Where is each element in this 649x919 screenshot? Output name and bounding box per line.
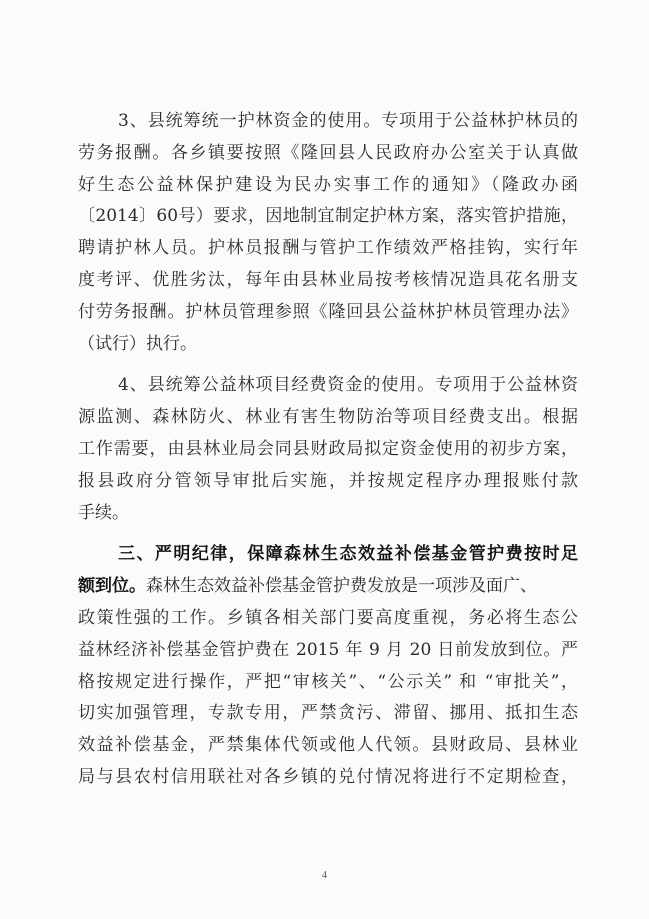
text-line: 劳务报酬。各乡镇要按照《隆回县人民政府办公室关于认真做 bbox=[78, 142, 578, 163]
text-line: 益林经济补偿基金管护费在 2015 年 9 月 20 日前发放到位。严 bbox=[78, 639, 578, 660]
text-line bbox=[78, 794, 578, 826]
text-line: 4、县统筹公益林项目经费资金的使用。专项用于公益林资 bbox=[118, 375, 578, 396]
page-number: 4 bbox=[322, 870, 327, 881]
text-line bbox=[78, 571, 578, 603]
text-line: 效益补偿基金，严禁集体代领或他人代领。县财政局、县林业 bbox=[78, 735, 578, 756]
text-line: 源监测、森林防火、林业有害生物防治等项目经费支出。根据 bbox=[78, 407, 578, 428]
text-line: 〔2014〕60号）要求，因地制宜制定护林方案，落实管护措施， bbox=[78, 206, 578, 227]
document-body bbox=[78, 106, 578, 826]
section-3 bbox=[78, 539, 578, 825]
text-segment: 森林生态效益补偿基金管护费发放是一项涉及面广、 bbox=[146, 576, 537, 597]
text-line: 好生态公益林保护建设为民办实事工作的通知》（隆政办函 bbox=[78, 174, 578, 195]
text-line: 切实加强管理，专款专用，严禁贪污、滞留、挪用、抵扣生态 bbox=[78, 703, 578, 724]
text-line: 聘请护林人员。护林员报酬与管护工作绩效严格挂钩，实行年 bbox=[78, 238, 578, 259]
text-line: 手续。 bbox=[78, 502, 129, 523]
text-line: 报县政府分管领导审批后实施，并按规定程序办理报账付款 bbox=[78, 470, 578, 491]
text-line: 度考评、优胜劣汰，每年由县林业局按考核情况造具花名册支 bbox=[78, 269, 578, 290]
text-line: （试行）执行。 bbox=[78, 333, 197, 354]
text-line: 政策性强的工作。乡镇各相关部门要高度重视，务必将生态公 bbox=[78, 607, 578, 628]
paragraph-4 bbox=[78, 370, 578, 529]
text-line: 格按规定进行操作，严把“审核关”、“公示关” 和 “审批关”， bbox=[78, 671, 578, 692]
text-line: 工作需要，由县林业局会同县财政局拟定资金使用的初步方案， bbox=[78, 438, 578, 459]
paragraph-3 bbox=[78, 106, 578, 360]
section-heading-continued: 额到位。 bbox=[78, 576, 146, 597]
text-line: 局与县农村信用联社对各乡镇的兑付情况将进行不定期检查， bbox=[78, 766, 578, 787]
section-heading: 三、严明纪律，保障森林生态效益补偿基金管护费按时足 bbox=[118, 544, 578, 565]
text-line: 付劳务报酬。护林员管理参照《隆回县公益林护林员管理办法》 bbox=[78, 301, 578, 322]
text-line: 3、县统筹统一护林资金的使用。专项用于公益林护林员的 bbox=[118, 111, 578, 131]
